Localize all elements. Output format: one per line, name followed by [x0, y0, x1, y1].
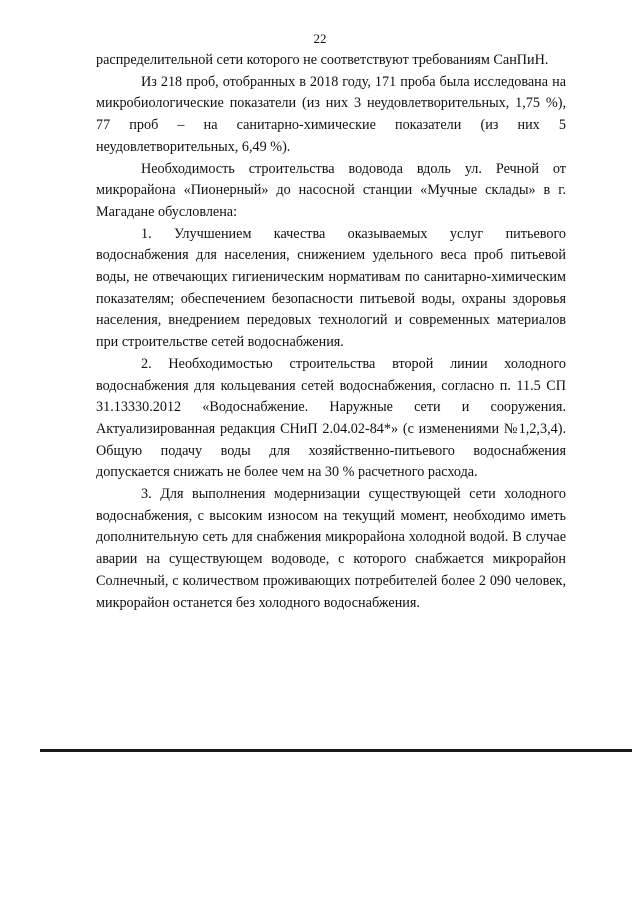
page-number: 22	[313, 31, 327, 46]
list-item-3: 3. Для выполнения модернизации существующей сети холодного водоснабжения, с высоким износом на текущий момент, необходимо иметь дополнительную сеть для снабжения микрорайона холодной водой. В случае аварии на существующем водоводе, с которого снабжается микрорайон Солнечный, с количеством проживающих потребителей более 2 090 человек, микрорайон останется без холодного водоснабжения.	[96, 486, 566, 611]
paragraph-necessity: Необходимость строительства водовода вдоль ул. Речной от микрорайона «Пионерный» до насосной станции «Мучные склады» в г. Магадане обусловлена:	[96, 160, 566, 220]
paragraph-continuation: распределительной сети которого не соответствуют требованиям СанПиН.	[96, 52, 549, 68]
paragraph-samples: Из 218 проб, отобранных в 2018 году, 171 проба была исследована на микробиологические показатели (из них 3 неудовлетворительных, 1,75 %), 77 проб – на санитарно-химические показатели (из них 5 неудовлетворительных, 6,49 %).	[96, 73, 566, 155]
document-body	[96, 50, 566, 614]
list-item-1: 1. Улучшением качества оказываемых услуг питьевого водоснабжения для населения, снижением удельного веса проб питьевой воды, не отвечающих гигиеническим нормативам по санитарно-химическим показателям; обеспечением безопасности питьевой воды, охраны здоровья населения, внедрением передовых технологий и современных материалов при строительстве сетей водоснабжения.	[96, 225, 566, 351]
list-item-2: 2. Необходимостью строительства второй линии холодного водоснабжения для кольцевания сетей водоснабжения, согласно п. 11.5 СП 31.13330.2012 «Водоснабжение. Наружные сети и сооружения. Актуализированная редакция СНиП 2.04.02-84*» (с изменениями №1,2,3,4). Общую подачу воды для хозяйственно-питьевого водоснабжения допускается снижать не более чем на 30 % расчетного расхода.	[96, 355, 566, 481]
horizontal-divider	[40, 749, 632, 752]
